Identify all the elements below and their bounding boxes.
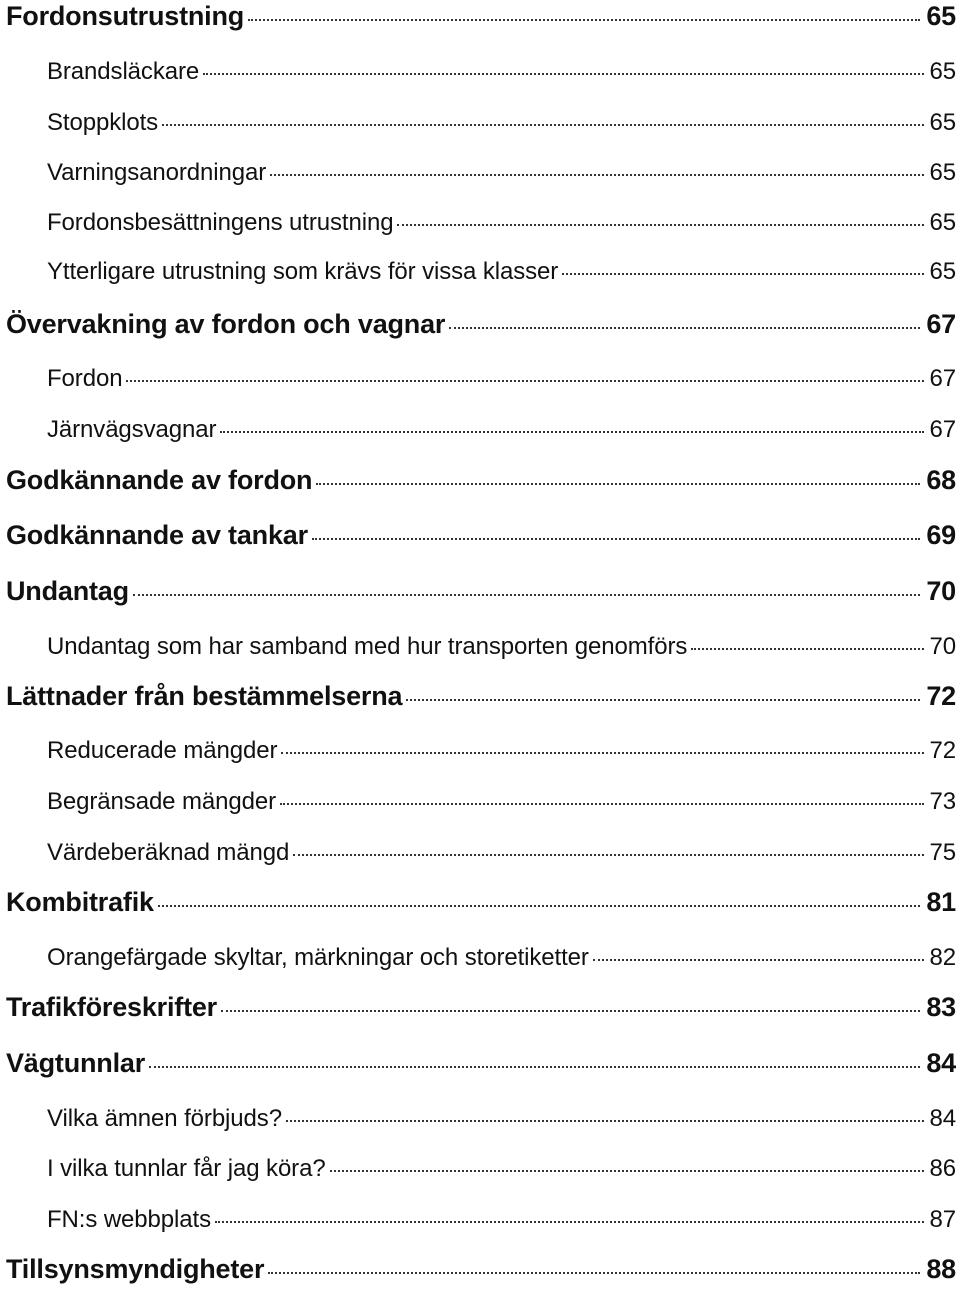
- dot-leader: [449, 327, 920, 329]
- toc-entry-begransade-mangder: [47, 790, 956, 814]
- toc-entry-title: Vilka ämnen förbjuds?: [47, 1105, 282, 1132]
- toc-entry-brandslackare: [47, 60, 956, 84]
- toc-entry-title: Ytterligare utrustning som krävs för vissa klasser: [47, 258, 559, 285]
- toc-entry-vilka-tunnlar: [47, 1157, 956, 1181]
- toc-entry-godkannande-av-fordon: [6, 467, 956, 494]
- dot-leader: [280, 803, 923, 805]
- toc-entry-page: 86: [929, 1155, 956, 1182]
- toc-entry-page: 68: [926, 465, 956, 495]
- dot-leader: [220, 431, 923, 433]
- toc-entry-undantag-samband: [47, 635, 956, 659]
- toc-entry-vilka-amnen: [47, 1107, 956, 1131]
- dot-leader: [248, 19, 920, 21]
- dot-leader: [312, 538, 920, 540]
- toc-entry-page: 72: [929, 737, 956, 764]
- toc-entry-vagtunnlar: [6, 1050, 956, 1077]
- dot-leader: [158, 905, 921, 907]
- toc-entry-orangefargade-skyltar: [47, 946, 956, 970]
- toc-entry-reducerade-mangder: [47, 739, 956, 763]
- toc-entry-fordonsutrustning: [6, 3, 956, 30]
- toc-entry-title: Reducerade mängder: [47, 737, 278, 764]
- toc-entry-page: 65: [929, 209, 956, 236]
- toc-entry-page: 87: [929, 1206, 956, 1233]
- dot-leader: [270, 174, 923, 176]
- toc-entry-tillsynsmyndigheter: [6, 1256, 956, 1283]
- dot-leader: [268, 1272, 920, 1274]
- dot-leader: [221, 1010, 920, 1012]
- toc-entry-page: 65: [926, 1, 956, 31]
- dot-leader: [149, 1066, 920, 1068]
- toc-entry-title: Stoppklots: [47, 109, 159, 136]
- toc-entry-jarnvagsvagnar: [47, 418, 956, 442]
- toc-entry-ytterligare-utrustning: [47, 260, 956, 284]
- toc-entry-title: Orangefärgade skyltar, märkningar och storetiketter: [47, 944, 589, 971]
- toc-entry-stoppklots: [47, 111, 956, 135]
- toc-entry-title: Fordonsbesättningens utrustning: [47, 209, 394, 236]
- toc-entry-page: 83: [926, 992, 956, 1022]
- toc-entry-page: 67: [929, 365, 956, 392]
- dot-leader: [133, 594, 920, 596]
- toc-entry-page: 65: [929, 109, 956, 136]
- toc-entry-page: 65: [929, 58, 956, 85]
- toc-entry-page: 65: [929, 258, 956, 285]
- dot-leader: [281, 752, 923, 754]
- toc-entry-title: I vilka tunnlar får jag köra?: [47, 1155, 326, 1182]
- toc-entry-page: 84: [926, 1048, 956, 1078]
- toc-entry-title: Övervakning av fordon och vagnar: [6, 309, 446, 339]
- dot-leader: [330, 1170, 924, 1172]
- toc-entry-title: FN:s webbplats: [47, 1206, 211, 1233]
- toc-entry-title: Värdeberäknad mängd: [47, 839, 290, 866]
- toc-entry-page: 67: [926, 309, 956, 339]
- dot-leader: [691, 648, 923, 650]
- toc-entry-title: Lättnader från bestämmelserna: [6, 681, 403, 711]
- toc-entry-title: Tillsynsmyndigheter: [6, 1254, 265, 1284]
- toc-entry-page: 73: [929, 788, 956, 815]
- toc-entry-title: Brandsläckare: [47, 58, 200, 85]
- toc-entry-title: Fordonsutrustning: [6, 1, 245, 31]
- dot-leader: [162, 124, 923, 126]
- toc-entry-kombitrafik: [6, 889, 956, 916]
- dot-leader: [316, 483, 920, 485]
- toc-entry-page: 88: [926, 1254, 956, 1284]
- toc-entry-fordon: [47, 367, 956, 391]
- dot-leader: [406, 699, 920, 701]
- toc-entry-page: 69: [926, 520, 956, 550]
- toc-entry-title: Undantag som har samband med hur transporten genomförs: [47, 633, 688, 660]
- toc-entry-title: Varningsanordningar: [47, 159, 267, 186]
- toc-entry-title: Järnvägsvagnar: [47, 416, 217, 443]
- dot-leader: [397, 224, 923, 226]
- toc-entry-page: 67: [929, 416, 956, 443]
- dot-leader: [203, 73, 923, 75]
- toc-entry-title: Undantag: [6, 576, 129, 606]
- dot-leader: [215, 1221, 924, 1223]
- toc-entry-page: 70: [926, 576, 956, 606]
- dot-leader: [562, 273, 923, 275]
- toc-entry-title: Trafikföreskrifter: [6, 992, 217, 1022]
- toc-entry-title: Vägtunnlar: [6, 1048, 146, 1078]
- toc-entry-page: 75: [929, 839, 956, 866]
- dot-leader: [293, 854, 923, 856]
- dot-leader: [593, 959, 924, 961]
- toc-entry-overvakning: [6, 311, 956, 338]
- toc-entry-lattnader: [6, 683, 956, 710]
- toc-entry-title: Godkännande av fordon: [6, 465, 313, 495]
- toc-entry-undantag: [6, 578, 956, 605]
- dot-leader: [126, 380, 923, 382]
- toc-entry-varningsanordningar: [47, 161, 956, 185]
- toc-entry-page: 81: [926, 887, 956, 917]
- toc-entry-godkannande-av-tankar: [6, 522, 956, 549]
- toc-entry-page: 82: [929, 944, 956, 971]
- toc-entry-page: 84: [929, 1105, 956, 1132]
- toc-entry-page: 72: [926, 681, 956, 711]
- toc-entry-trafikforeskrifter: [6, 994, 956, 1021]
- toc-entry-fns-webbplats: [47, 1208, 956, 1232]
- toc-entry-title: Kombitrafik: [6, 887, 154, 917]
- toc-entry-fordonsbesattningens-utrustning: [47, 211, 956, 235]
- dot-leader: [286, 1120, 924, 1122]
- toc-entry-vardeberaknad-mangd: [47, 841, 956, 865]
- toc-entry-title: Fordon: [47, 365, 123, 392]
- toc-entry-title: Begränsade mängder: [47, 788, 277, 815]
- toc-entry-page: 70: [929, 633, 956, 660]
- toc-entry-title: Godkännande av tankar: [6, 520, 308, 550]
- toc-entry-page: 65: [929, 159, 956, 186]
